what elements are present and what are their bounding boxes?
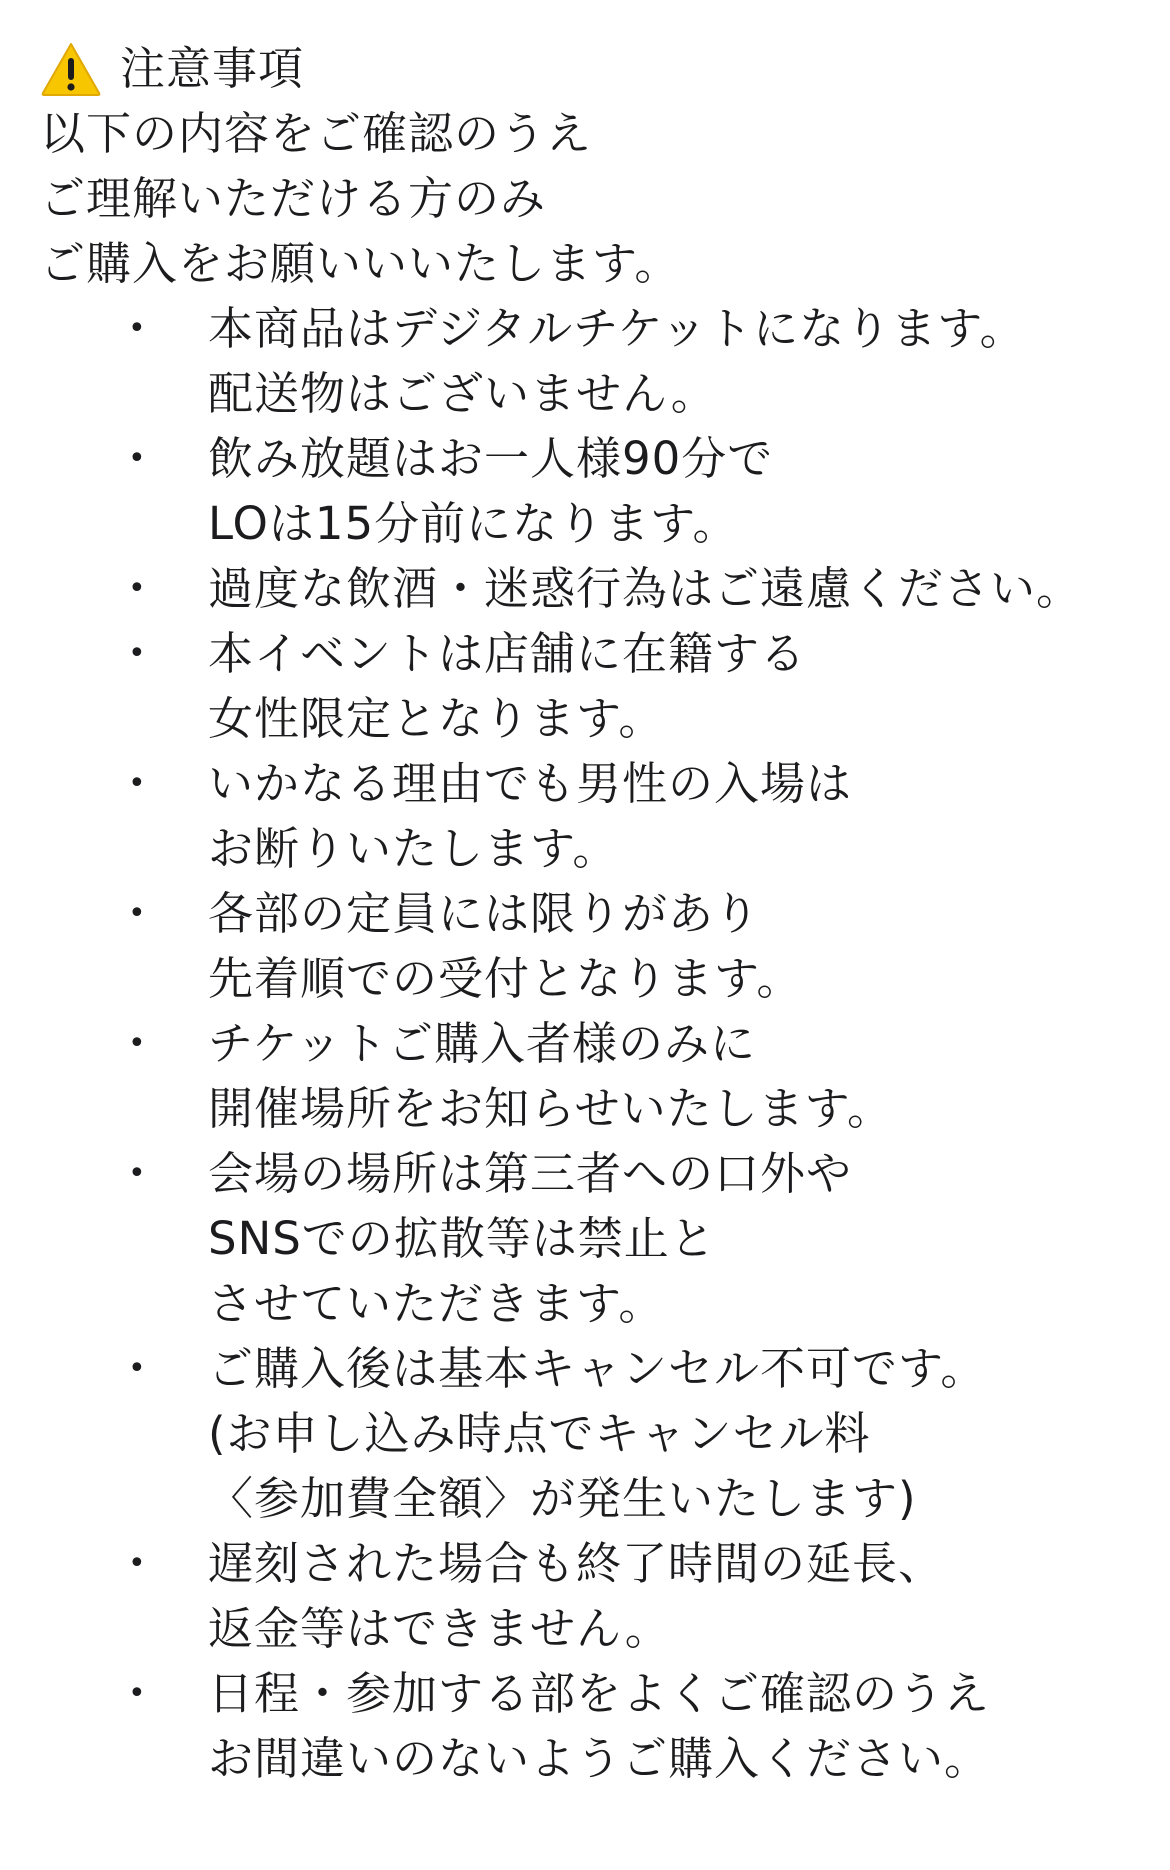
bullet-icon: •	[128, 1546, 146, 1581]
bullet-icon: •	[128, 636, 146, 671]
bullet-icon: •	[128, 1676, 146, 1711]
bullet-icon: •	[128, 1156, 146, 1191]
notice-item-line: LOは15分前になります。	[208, 497, 739, 550]
notice-item-line: 〈参加費全額〉が発生いたします)	[208, 1472, 917, 1525]
notice-item	[0, 751, 1170, 881]
bullet-icon: •	[128, 896, 146, 931]
notice-item-line: 過度な飲酒・迷惑行為はご遠慮ください。	[208, 562, 1083, 615]
notice-item-line: 配送物はございません。	[208, 367, 717, 420]
notice-item-line: 飲み放題はお一人様90分で	[208, 432, 774, 485]
notice-item-line: SNSでの拡散等は禁止と	[208, 1212, 716, 1265]
notice-title: 注意事項	[120, 42, 305, 95]
notice-item-line: ご購入後は基本キャンセル不可です。	[208, 1342, 987, 1395]
bullet-icon: •	[128, 311, 146, 346]
notice-item	[0, 1531, 1170, 1661]
intro-text	[40, 101, 1140, 296]
notice-item-line: 会場の場所は第三者への口外や	[208, 1147, 853, 1200]
notice-item	[0, 296, 1170, 426]
notice-item-line: 遅刻された場合も終了時間の延長、	[208, 1537, 945, 1590]
notice-list	[0, 296, 1170, 1791]
notice-item	[0, 1141, 1170, 1336]
notice-item-line: 返金等はできません。	[208, 1602, 671, 1655]
notice-item-line: お間違いのないようご購入ください。	[208, 1732, 991, 1785]
notice-item-line: (お申し込み時点でキャンセル料	[208, 1407, 871, 1460]
notice-item	[0, 426, 1170, 556]
notice-item-line: 先着順での受付となります。	[208, 952, 803, 1005]
notice-item-line: 日程・参加する部をよくご確認のうえ	[208, 1667, 991, 1720]
bullet-icon: •	[128, 1026, 146, 1061]
warning-icon	[40, 41, 102, 97]
notice-item-line: いかなる理由でも男性の入場は	[208, 757, 853, 810]
notice-item	[0, 621, 1170, 751]
notice-item-line: させていただきます。	[208, 1277, 665, 1330]
notice-item	[0, 1011, 1170, 1141]
notice-item-line: 本商品はデジタルチケットになります。	[208, 302, 1026, 355]
notice-item-line: 本イベントは店舗に在籍する	[208, 627, 807, 680]
intro-line: ご購入をお願いいいたします。	[40, 237, 681, 290]
intro-line: ご理解いただける方のみ	[40, 172, 547, 225]
bullet-icon: •	[128, 766, 146, 801]
notice-item-line: お断りいたします。	[208, 822, 619, 875]
notice-item	[0, 1336, 1170, 1531]
bullet-icon: •	[128, 1351, 146, 1386]
notice-item	[0, 556, 1170, 621]
notice-header	[40, 38, 304, 100]
notice-item-line: 各部の定員には限りがあり	[208, 887, 761, 940]
notice-item	[0, 881, 1170, 1011]
bullet-icon: •	[128, 441, 146, 476]
notice-item	[0, 1661, 1170, 1791]
notice-item-line: 開催場所をお知らせいたします。	[208, 1082, 894, 1135]
intro-line: 以下の内容をご確認のうえ	[40, 107, 593, 160]
notice-item-line: チケットご購入者様のみに	[208, 1017, 756, 1070]
bullet-icon: •	[128, 571, 146, 606]
notice-item-line: 女性限定となります。	[208, 692, 665, 745]
